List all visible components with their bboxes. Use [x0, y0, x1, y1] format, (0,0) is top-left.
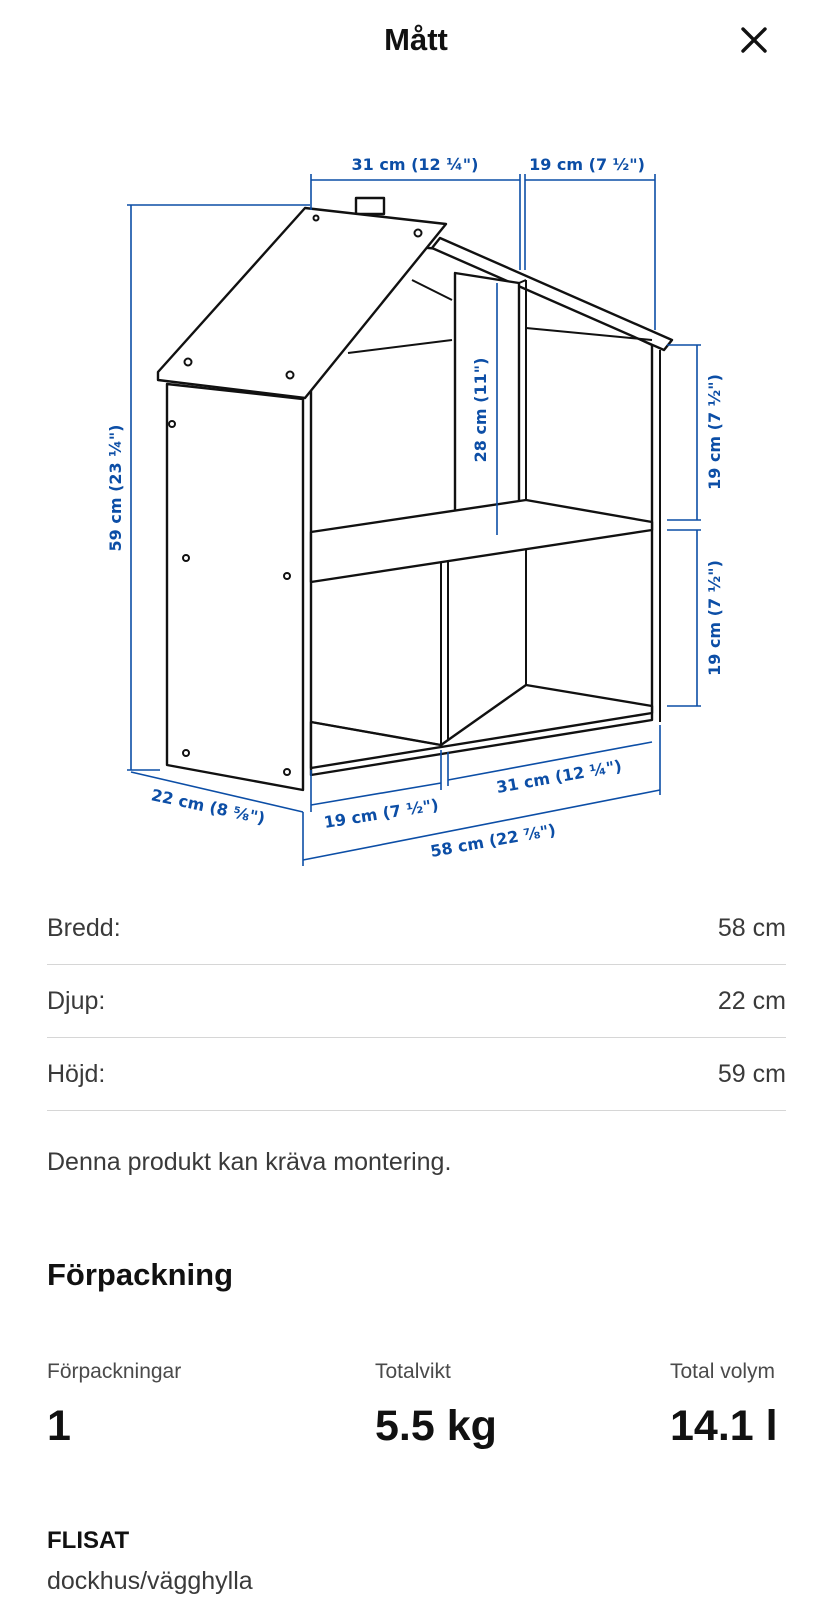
dim-top-right-width: 19 cm (7 ½") [529, 155, 645, 174]
dim-right-upper-height: 19 cm (7 ½") [705, 374, 724, 490]
dim-bottom-left-width: 19 cm (7 ½") [322, 795, 440, 833]
dim-inner-height: 28 cm (11") [471, 357, 490, 463]
weight-label: Totalvikt [375, 1360, 451, 1383]
packages-count [47, 1360, 181, 1451]
close-button[interactable] [734, 20, 774, 60]
spec-row-depth [47, 965, 786, 1038]
header [0, 0, 832, 84]
packages-value: 1 [47, 1402, 71, 1450]
volume-value: 14.1 l [670, 1402, 778, 1450]
spec-label: Bredd: [47, 913, 121, 942]
dim-total-height: 59 cm (23 ¼") [106, 424, 125, 552]
page-title: Mått [384, 22, 448, 57]
dimension-diagram [0, 130, 832, 870]
dim-bottom-right-width: 31 cm (12 ¼") [494, 756, 624, 797]
spec-row-height [47, 1038, 786, 1111]
close-icon [739, 25, 769, 55]
total-volume [670, 1360, 778, 1451]
dim-total-width: 58 cm (22 ⅞") [428, 820, 558, 861]
packages-label: Förpackningar [47, 1360, 182, 1383]
product-name: FLISAT [47, 1527, 130, 1554]
packaging-title: Förpackning [47, 1257, 234, 1292]
dim-right-lower-height: 19 cm (7 ½") [705, 560, 724, 676]
product-description: dockhus/vägghylla [47, 1567, 253, 1595]
spec-label: Djup: [47, 986, 106, 1015]
spec-row-width [47, 892, 786, 965]
spec-value: 22 cm [717, 986, 786, 1015]
weight-value: 5.5 kg [375, 1402, 497, 1450]
dim-depth: 22 cm (8 ⅝") [149, 785, 267, 828]
dimension-specs [47, 892, 786, 1111]
chimney [356, 198, 384, 214]
total-weight [375, 1360, 497, 1451]
left-side-panel [167, 384, 303, 790]
spec-value: 59 cm [717, 1059, 786, 1088]
volume-label: Total volym [670, 1360, 776, 1383]
spec-value: 58 cm [717, 913, 786, 942]
spec-label: Höjd: [47, 1059, 106, 1088]
assembly-note: Denna produkt kan kräva montering. [47, 1148, 452, 1176]
dim-top-left-width: 31 cm (12 ¼") [351, 155, 479, 174]
